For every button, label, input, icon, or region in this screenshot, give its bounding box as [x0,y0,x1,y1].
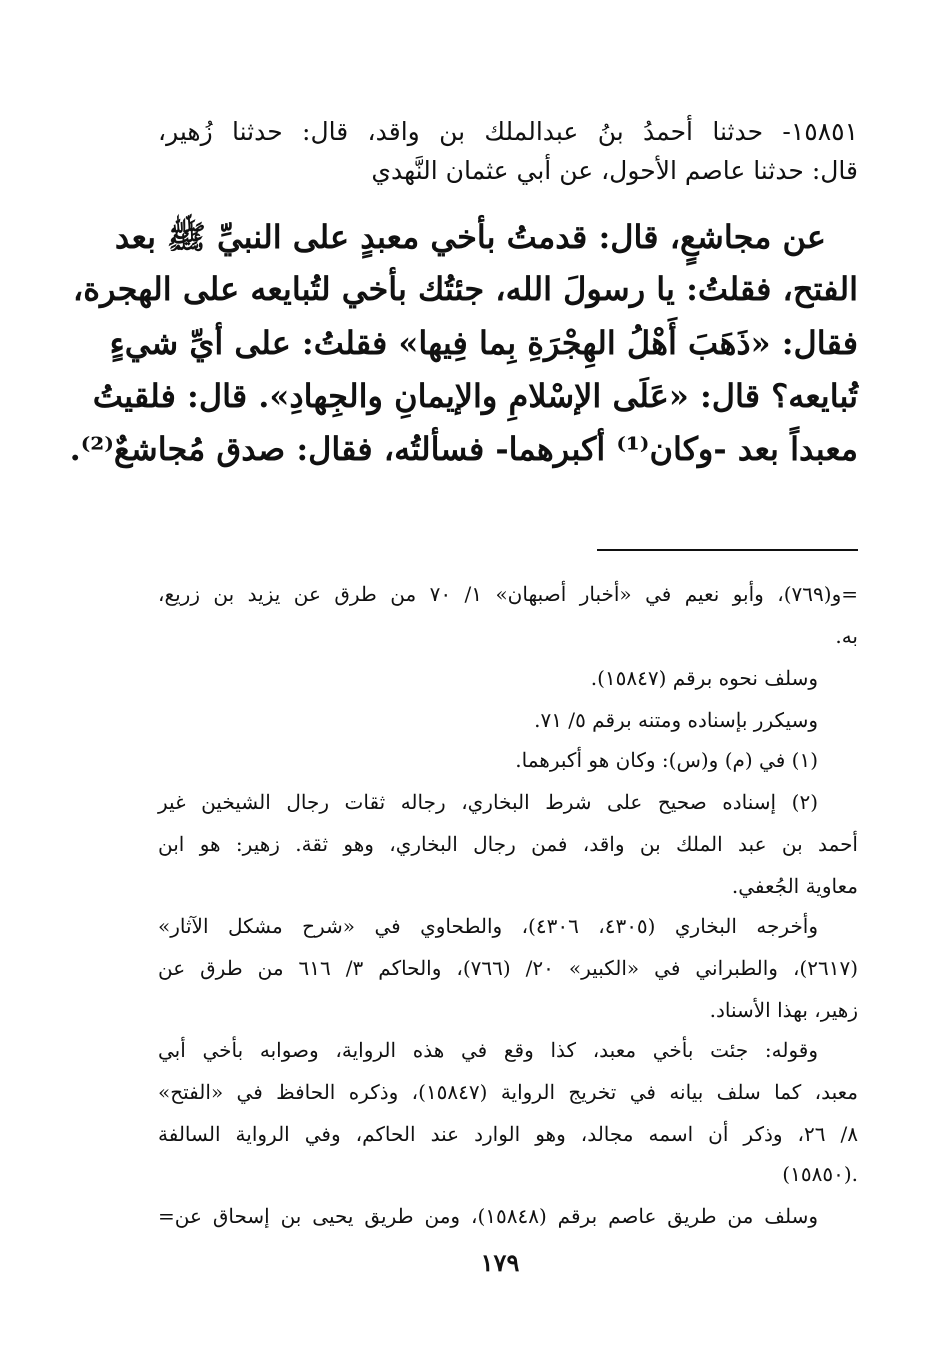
matn-line: عن مجاشعٍ، قال: قدمتُ بأخي معبدٍ على النبيِّ ﷺ بعد [114,218,826,256]
page-number: ١٧٩ [480,1248,520,1277]
footnote-line: وسلف نحوه برقم (١٥٨٤٧). [590,666,818,690]
footnote-line: وأخرجه البخاري (٤٣٠٥، ٤٣٠٦)، والطحاوي في «شرح مشكل الآثار» [158,914,819,938]
footnote-line: به. [835,624,858,648]
footnote-line: ٨/ ٢٦، وذكر أن اسمه مجالد، وهو الوارد عند الحاكم، وفي الرواية السالفة [158,1122,858,1146]
footnote-line: (٢) إسناده صحيح على شرط البخاري، رجاله ثقات رجال الشيخين غير [158,790,818,814]
footnote-line: وقوله: جئت بأخي معبد، كذا وقع في هذه الرواية، وصوابه بأخي أبي [158,1038,818,1062]
footnote-line: معبد، كما سلف بيانه في تخريج الرواية (١٥٨٤٧)، وذكره الحافظ في «الفتح» [158,1080,859,1104]
footnote-line: وسيكرر بإسناده ومتنه برقم ٥/ ٧١. [534,708,818,732]
footnote-line: معاوية الجُعفي. [731,874,858,898]
footnote-line: أحمد بن عبد الملك بن واقد، فمن رجال البخاري، وهو ثقة. زهير: هو ابن [158,832,858,856]
footnote-separator [597,549,858,551]
matn-line: تُبايعه؟ قال: «عَلَى الإسْلامِ والإيمانِ والجِهادِ». قال: فلقيتُ [92,377,858,415]
footnote-line: (٢٦١٧)، والطبراني في «الكبير» ٢٠/ (٧٦٦)، والحاكم ٣/ ٦١٦ من طرق عن [158,956,858,980]
isnad-line: قال: حدثنا عاصم الأحول، عن أبي عثمان النَّهدي [371,156,858,185]
footnote-line: زهير، بهذا الأسناد. [709,998,858,1022]
footnote-line: =و(٧٦٩)، وأبو نعيم في «أخبار أصبهان» ١/ ٧٠ من طرق عن يزيد بن زريع، [158,582,858,606]
matn-line: الفتح، فقلتُ: يا رسولَ الله، جئتُك بأخي لتُبايعه على الهجرة، [72,270,858,308]
footnote-line: (١٥٨٥٠). [782,1162,858,1186]
isnad-line: ١٥٨٥١- حدثنا أحمدُ بنُ عبدالملك بن واقد، قال: حدثنا زُهير، [158,117,858,146]
matn-line: معبداً بعد -وكان⁽¹⁾ أكبرهما- فسألتُه، فقال: صدق مُجاشعٌ⁽²⁾. [69,430,858,468]
footnote-line: وسلف من طريق عاصم برقم (١٥٨٤٨)، ومن طريق يحيى بن إسحاق عن= [158,1204,818,1228]
footnote-line: (١) في (م) و(س): وكان هو أكبرهما. [515,748,818,772]
matn-line: فقال: «ذَهَبَ أَهْلُ الهِجْرَةِ بِما فِيها» فقلتُ: على أيِّ شيءٍ [109,324,858,362]
